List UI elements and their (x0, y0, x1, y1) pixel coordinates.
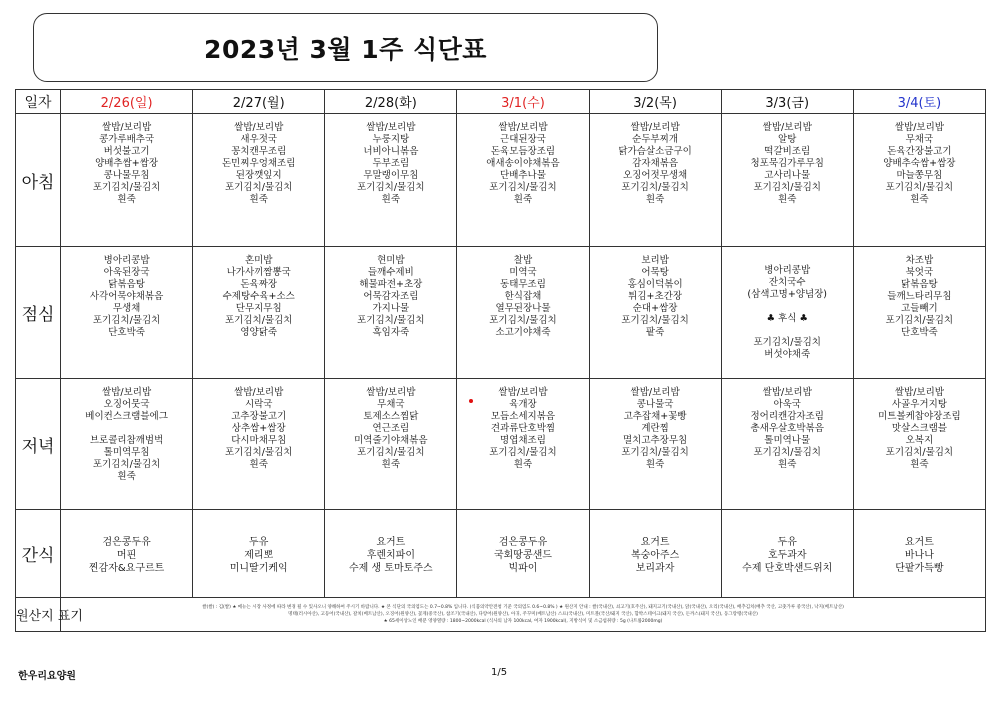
menu-item: 빅파이 (508, 563, 538, 574)
menu-item: 단팥가득빵 (895, 563, 944, 574)
menu-cell (325, 114, 457, 247)
menu-item: 수제탕수육+소스 (222, 291, 295, 302)
date-header-label: 일자 (16, 90, 61, 114)
menu-cell (61, 379, 193, 510)
menu-item: 쌀밥/보리밥 (498, 122, 548, 133)
menu-item: 제리뽀 (244, 550, 274, 561)
menu-item: 포기김치/물김치 (621, 447, 689, 458)
menu-cell (589, 379, 721, 510)
menu-item: 토제소스찜닭 (363, 411, 419, 422)
meal-label: 아침 (16, 114, 61, 247)
menu-item: 쌀밥/보리밥 (366, 387, 416, 398)
snack-row (16, 510, 986, 598)
menu-item: 보리과자 (635, 563, 675, 574)
menu-item: 아욱된장국 (103, 267, 150, 278)
menu-item: 흰죽 (513, 194, 533, 205)
menu-item: 포기김치/물김치 (92, 315, 161, 326)
menu-cell (61, 510, 193, 598)
menu-item: 흰죽 (645, 194, 665, 205)
menu-item: 영양닭죽 (240, 327, 278, 338)
menu-item: 포기김치/물김치 (357, 447, 425, 458)
menu-item: 오징어젓무생채 (622, 170, 688, 181)
menu-item: 보리밥 (641, 255, 669, 266)
menu-item: 쌀밥/보리밥 (894, 387, 944, 398)
menu-item: 미트볼케찹야장조림 (878, 411, 961, 422)
menu-item: 계란찜 (641, 423, 669, 434)
menu-item: 수제 단호박샌드위치 (742, 563, 833, 574)
menu-item: 흰죽 (645, 459, 665, 470)
menu-item: ♣ 후식 ♣ (766, 312, 808, 324)
menu-item: 쌀밥/보리밥 (102, 387, 152, 398)
menu-cell (457, 379, 589, 510)
menu-item: 포기김치/물김치 (489, 447, 557, 458)
menu-cell (457, 114, 589, 247)
menu-item: 단호박죽 (901, 327, 938, 338)
menu-item: 흰죽 (513, 459, 533, 470)
menu-item: 잔치국수 (768, 276, 806, 288)
menu-item: 돈민찌우엉채조림 (222, 158, 296, 169)
menu-item: 요거트 (904, 537, 934, 548)
menu-item: 연근조림 (372, 423, 410, 434)
menu-item: 애새송이야채볶음 (486, 158, 560, 169)
menu-item: 차조밥 (905, 255, 934, 266)
menu-item: 요거트 (376, 537, 406, 548)
menu-item: 두유 (249, 537, 269, 548)
menu-item: 두유 (777, 537, 797, 548)
menu-item: 사각어묵야채볶음 (89, 291, 164, 302)
menu-item: 열무된장나물 (495, 303, 551, 314)
red-dot-marker (469, 399, 473, 403)
menu-cell (325, 510, 457, 598)
menu-cell (589, 510, 721, 598)
menu-cell (193, 510, 325, 598)
menu-cell (61, 247, 193, 379)
menu-item: 버섯야채죽 (764, 348, 811, 360)
menu-item: 시락국 (244, 399, 273, 410)
menu-item: 머핀 (116, 550, 137, 561)
menu-item: 버섯불고기 (103, 146, 150, 157)
menu-item: 총새우살호박볶음 (750, 423, 824, 434)
menu-item: 흰죽 (381, 459, 401, 470)
menu-item: 포기김치/물김치 (224, 315, 293, 326)
menu-item: 브로콜리참깨범벅 (89, 435, 164, 446)
menu-item: 오징어뭇국 (103, 399, 150, 410)
menu-item: 찰밥 (513, 255, 533, 266)
menu-item: 어묵감자조림 (363, 291, 419, 302)
menu-cell (853, 247, 985, 379)
menu-item: 찐감자&요구르트 (88, 563, 165, 574)
menu-item: 포기김치/물김치 (753, 336, 821, 348)
menu-item: 바나나 (904, 550, 934, 561)
menu-item: 포기김치/물김치 (621, 315, 689, 326)
menu-item: 단배추나물 (500, 170, 546, 181)
menu-item: 포기김치/물김치 (357, 315, 425, 326)
menu-item: 검은콩두유 (498, 537, 548, 548)
menu-item: 요거트 (640, 537, 670, 548)
menu-item: 쌀밥/보리밥 (894, 122, 944, 133)
menu-item: 마늘쫑무침 (896, 170, 943, 181)
menu-item: 흰죽 (778, 194, 797, 205)
menu-item: 한식잡채 (504, 291, 542, 302)
menu-item: 나가사끼짬뽕국 (226, 267, 291, 278)
menu-item: 포기김치/물김치 (885, 182, 954, 193)
day-header: 2/26(일) (61, 90, 193, 114)
menu-item: 닭볶음탕 (108, 279, 145, 290)
menu-cell (193, 379, 325, 510)
menu-item: 모듬소세지볶음 (490, 411, 556, 422)
menu-item: 쌀밥/보리밥 (762, 122, 812, 133)
day-header: 3/3(금) (721, 90, 853, 114)
menu-item: 무채국 (377, 399, 405, 410)
menu-item: 양배추숙쌈+쌈장 (883, 158, 956, 169)
menu-item: 닭볶음탕 (901, 279, 938, 290)
menu-item: 무채국 (905, 134, 934, 145)
header-row (16, 90, 986, 114)
menu-item: 단무지무침 (235, 303, 282, 314)
origin-note-line: 쌀(쌀) : 김(쌀) ★ 메뉴는 시장 사정에 따라 변경 될 수 있사오니 양해하여 주시기 바랍니다. ★ 본 식단의 국의염도는 0.7~0.8% 입니다. (식품의약안전청 기준 국의염도 0.6~0.8% ) ★ 원산지 안내 : 쌀(국내산), 쇠고기(호주산), 돼지고기(국내산), 닭(국내산), 오리(국내산), 배추김치(배추 국산, 고춧가루 중국산), 낙지(베트남산) (202, 605, 844, 610)
menu-item: 양배추쌈+쌈장 (95, 158, 159, 169)
menu-item: 감자채볶음 (632, 158, 679, 169)
menu-item: 고사리나물 (764, 170, 811, 181)
menu-item: 현미밥 (377, 255, 405, 266)
menu-cell (853, 510, 985, 598)
menu-item: 병아리콩밥 (764, 264, 811, 276)
menu-item: 포기김치/물김치 (885, 315, 954, 326)
menu-item: 팥죽 (645, 327, 665, 338)
menu-cell (457, 247, 589, 379)
menu-item: 포기김치/물김치 (224, 447, 293, 458)
menu-item: 해물파전+초장 (359, 279, 423, 290)
menu-item: 홍심이덕볶이 (627, 279, 683, 290)
menu-item: 후렌치파이 (366, 550, 415, 561)
menu-item: (삼색고명+양념장) (747, 288, 828, 300)
menu-cell (721, 247, 853, 379)
menu-item: 포기김치/물김치 (489, 315, 557, 326)
menu-item: 콩가루배추국 (99, 134, 155, 145)
menu-cell (589, 114, 721, 247)
menu-item: 흰죽 (249, 459, 268, 470)
menu-item: 떡갈비조림 (764, 146, 811, 157)
menu-item: 콩나물국 (636, 399, 674, 410)
menu-item: 명엽채조림 (500, 435, 546, 446)
menu-cell (193, 114, 325, 247)
meal-plan-table (15, 89, 986, 632)
menu-cell (721, 510, 853, 598)
origin-row (16, 598, 986, 632)
menu-item: 흰죽 (910, 194, 929, 205)
institution-name: 한우리요양원 (18, 671, 76, 682)
menu-item: 두부조림 (372, 158, 410, 169)
menu-item: 누룽지탕 (372, 134, 410, 145)
menu-item: 복숭아주스 (630, 550, 680, 561)
menu-item: 순대+쌈장 (632, 303, 678, 314)
menu-item: 들깨수제비 (367, 267, 414, 278)
menu-item: 가지나물 (372, 303, 410, 314)
menu-item: 근대된장국 (500, 134, 546, 145)
menu-cell (589, 247, 721, 379)
menu-item: 견과류단호박찜 (490, 423, 556, 434)
menu-item: 무말랭이무침 (363, 170, 419, 181)
menu-item: 어묵탕 (641, 267, 669, 278)
menu-item: 정어리캔감자조림 (750, 411, 824, 422)
menu-cell (193, 247, 325, 379)
menu-item: 새우젓국 (240, 134, 278, 145)
day-header: 3/4(토) (853, 90, 985, 114)
menu-item: 고들빼기 (901, 303, 938, 314)
menu-item: 포기김치/물김치 (885, 447, 954, 458)
menu-item: 흰죽 (381, 194, 401, 205)
menu-item: 베이컨스크램블에그 (85, 411, 168, 422)
menu-cell (853, 114, 985, 247)
menu-item: 쌀밥/보리밥 (630, 122, 680, 133)
lunch-row (16, 247, 986, 379)
menu-item: 국회땅콩샌드 (493, 550, 552, 561)
menu-item: 쌀밥/보리밥 (498, 387, 548, 398)
meal-label: 점심 (16, 247, 61, 379)
menu-item: 튀김+초간장 (628, 291, 683, 302)
menu-item: 톨미역무침 (103, 447, 150, 458)
menu-item: 포기김치/물김치 (753, 447, 821, 458)
menu-item: 쌀밥/보리밥 (234, 122, 284, 133)
menu-item: 북엇국 (905, 267, 934, 278)
menu-item: 오복지 (905, 435, 934, 446)
dinner-row (16, 379, 986, 510)
page-title: 2023년 3월 1주 식단표 (204, 34, 487, 64)
menu-item: 포기김치/물김치 (92, 182, 161, 193)
menu-item: 미역줄기야채볶음 (354, 435, 428, 446)
menu-item: 쌀밥/보리밥 (630, 387, 680, 398)
menu-item: 고추잡채+꽃빵 (623, 411, 687, 422)
menu-item: 고추장불고기 (231, 411, 287, 422)
menu-item: 닭가슴살소금구이 (618, 146, 692, 157)
menu-item: 톨미역나물 (764, 435, 811, 446)
menu-item: 꽁치캔무조림 (231, 146, 287, 157)
menu-cell (325, 247, 457, 379)
menu-item: 돈육짜장 (240, 279, 278, 290)
menu-item: 단호박죽 (108, 327, 145, 338)
menu-item: 순두부찌개 (632, 134, 679, 145)
menu-item: 포기김치/물김치 (357, 182, 425, 193)
menu-item: 상추쌈+쌈장 (231, 423, 286, 434)
menu-item: 알탕 (778, 134, 797, 145)
day-header: 2/28(화) (325, 90, 457, 114)
origin-label: 원산지 표기 (16, 598, 61, 632)
meal-label: 간식 (16, 510, 61, 598)
origin-notes (61, 598, 986, 632)
menu-item: 아욱국 (773, 399, 801, 410)
menu-item: 쌀밥/보리밥 (762, 387, 812, 398)
menu-item: 쌀밥/보리밥 (234, 387, 284, 398)
origin-note-line: 명태(러시아산), 고등어(국내산), 갈치(베트남산), 오징어(원양산), 꽃게(중국산), 참조기(국내산), 다랑어(원양산), 아귀, 주꾸미(베트남산) 스프(국내산), 미트볼(국산/돼지 국산), 함박스테이크(돼지 국산), 돈까스(돼지 국산), 동그랑땡(국내산) (288, 612, 758, 617)
menu-cell (853, 379, 985, 510)
meal-label: 저녁 (16, 379, 61, 510)
origin-note-line: ★ 65세이상노인 배분 영양열량 : 1800~2000kcal (식사의 남자 100kcal, 여자 1900kcal), 지방식이 및 소금섭취량 : 5g (나트륨2000mg) (383, 619, 663, 624)
day-header: 3/1(수) (457, 90, 589, 114)
menu-item: 쌀밥/보리밥 (366, 122, 416, 133)
menu-item: 다시마채무침 (231, 435, 287, 446)
menu-item: 청포묵김가루무침 (750, 158, 824, 169)
day-header: 3/2(목) (589, 90, 721, 114)
menu-item: 포기김치/물김치 (92, 459, 161, 470)
menu-item: 멸치고추장무침 (622, 435, 688, 446)
menu-item: 혼미밥 (244, 255, 273, 266)
menu-cell (325, 379, 457, 510)
page-number: 1/5 (491, 667, 508, 678)
title-box (33, 13, 658, 82)
breakfast-row (16, 114, 986, 247)
menu-item: 호두과자 (767, 550, 807, 561)
menu-item: 돈육간장불고기 (887, 146, 952, 157)
menu-item: 흰죽 (249, 194, 268, 205)
menu-item: 너비아니볶음 (363, 146, 419, 157)
menu-item: 콩나물무침 (103, 170, 150, 181)
menu-cell (721, 114, 853, 247)
menu-item: 무생채 (112, 303, 141, 314)
menu-item: 사골우거지탕 (891, 399, 947, 410)
menu-item: 미역국 (509, 267, 537, 278)
menu-item: 포기김치/물김치 (621, 182, 689, 193)
menu-item: 흰죽 (117, 194, 136, 205)
menu-item: 맛살스크램블 (891, 423, 947, 434)
menu-item: 병아리콩밥 (103, 255, 150, 266)
menu-cell (457, 510, 589, 598)
menu-item: 수제 생 토마토주스 (349, 563, 433, 574)
menu-item: 소고기야채죽 (495, 327, 551, 338)
menu-item: 흑임자죽 (372, 327, 410, 338)
menu-item: 쌀밥/보리밥 (102, 122, 152, 133)
menu-item: 들깨느타리무침 (887, 291, 952, 302)
menu-cell (721, 379, 853, 510)
menu-item: 육개장 (509, 399, 537, 410)
menu-item: 흰죽 (778, 459, 797, 470)
menu-item: 흰죽 (910, 459, 929, 470)
menu-item: 검은콩두유 (102, 537, 151, 548)
menu-item: 동태무조림 (500, 279, 546, 290)
day-header: 2/27(월) (193, 90, 325, 114)
menu-item: 흰죽 (117, 471, 136, 482)
menu-item: 포기김치/물김치 (224, 182, 293, 193)
menu-item: 된장깻잎지 (235, 170, 282, 181)
menu-item: 포기김치/물김치 (489, 182, 557, 193)
menu-cell (61, 114, 193, 247)
menu-item: 포기김치/물김치 (753, 182, 821, 193)
menu-item: 미니딸기케익 (229, 563, 288, 574)
menu-item: 돈육모듬장조림 (490, 146, 556, 157)
